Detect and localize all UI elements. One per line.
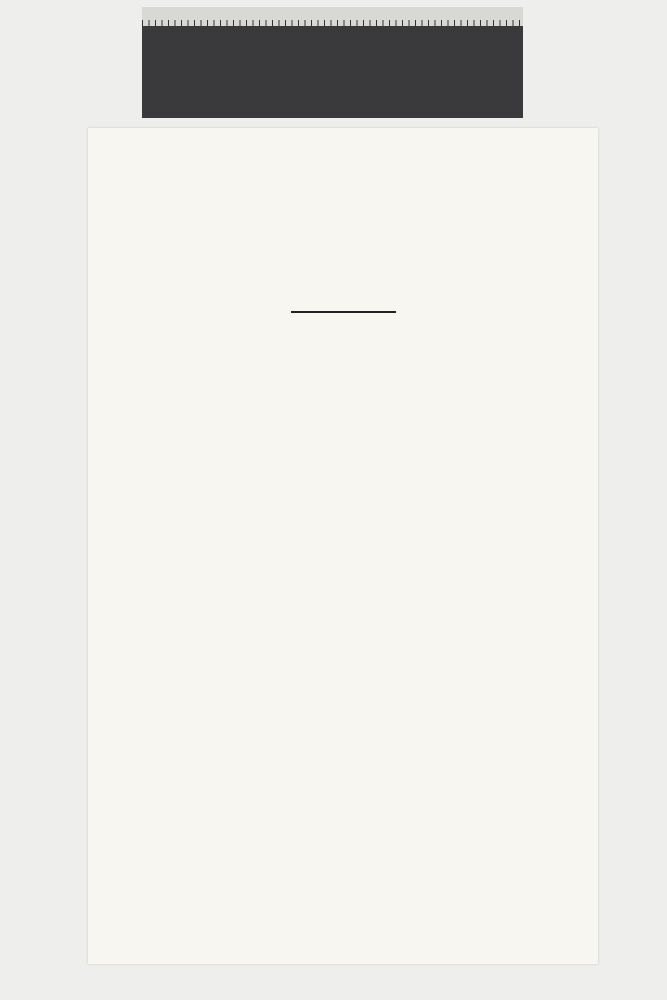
color-target (142, 7, 523, 118)
title-rule (291, 311, 396, 313)
patch-row-dark (142, 85, 523, 118)
notice-paper (88, 128, 598, 964)
patch-labels (142, 42, 523, 53)
ruler (142, 7, 523, 26)
patch-row-light (142, 53, 523, 85)
ruler-ticks (142, 20, 523, 26)
